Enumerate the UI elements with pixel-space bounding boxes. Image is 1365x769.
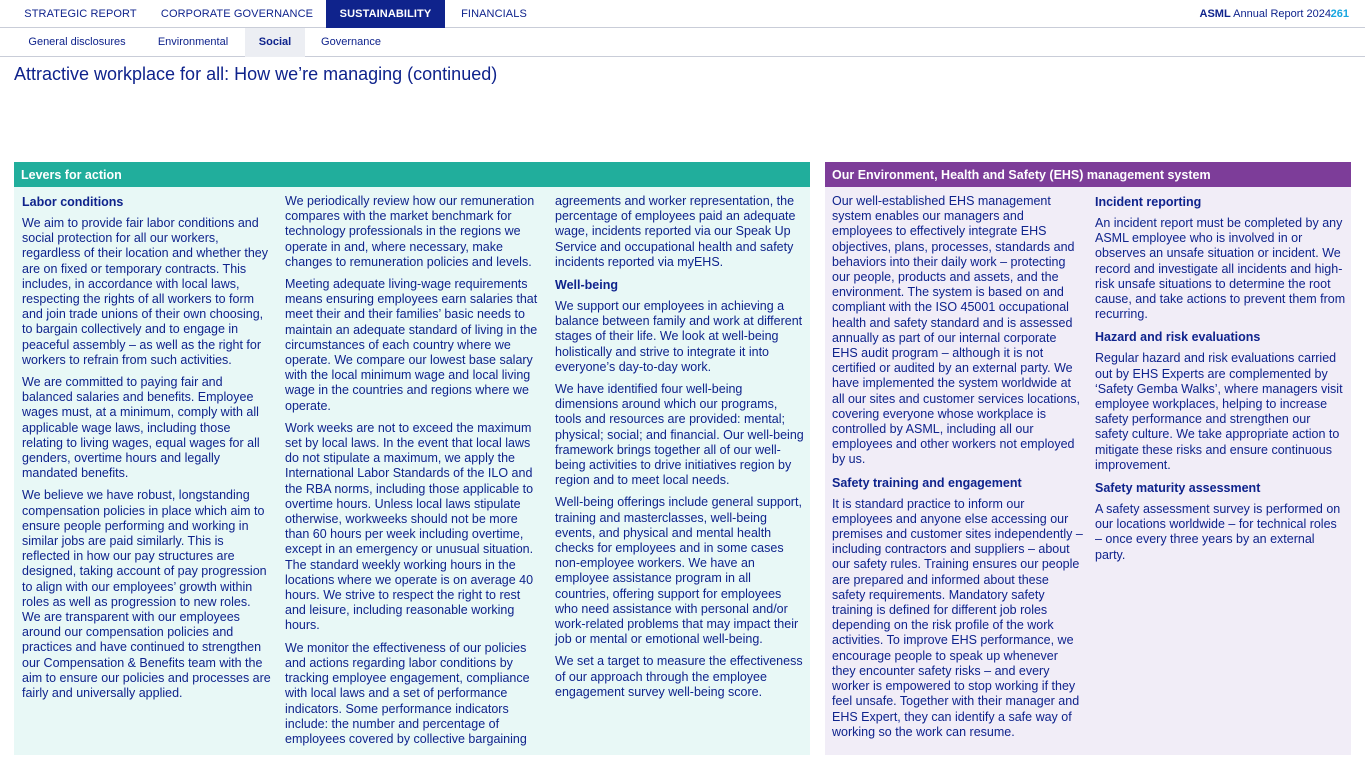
paragraph: Meeting adequate living-wage requirements means ensuring employees earn salaries that meet their and their families’ basic needs to maintain an adequate standard of living in the circumstances of each country where we operate. We compare our lowest base salary with the local minimum wage and local living wage in the countries and regions where we operate. (285, 277, 538, 413)
paragraph: We have identified four well-being dimensions around which our programs, tools and resources are provided: mental; physical; social; and financial. Our well-being framework brings together all of our well-being activities to drive initiatives region by region and to meet local needs. (555, 382, 804, 488)
paragraph: We monitor the effectiveness of our policies and actions regarding labor conditions by tracking employee engagement, compliance with local laws and a set of performance indicators. Some performance indicators include: the number and percentage of employees covered by collective bargaining (285, 640, 530, 746)
safety-maturity-heading: Safety maturity assessment (1095, 481, 1261, 496)
ehs-management-panel (825, 162, 1351, 755)
sub-navigation (0, 28, 1365, 57)
tab-corporate-governance[interactable]: CORPORATE GOVERNANCE (160, 8, 314, 20)
levers-column-3 (555, 194, 807, 707)
page-title: Attractive workplace for all: How we’re managing (continued) (14, 64, 498, 84)
subtab-environmental[interactable]: Environmental (157, 36, 229, 48)
paragraph: We aim to provide fair labor conditions and social protection for all our workers, regardless of their location and whether they are on fixed or temporary contracts. This includes, in accordance with local laws, respecting the rights of all workers to form and join trade unions of their own choosing, to bargain collectively and to engage in peaceful assembly – as well as the right for workers to refrain from such activities. (22, 216, 268, 367)
ehs-column-1 (832, 194, 1084, 747)
paragraph: agreements and worker representation, the percentage of employees paid an adequate wage, incidents reported via our Speak Up Service and occupational health and safety incidents reported via myEHS. (555, 194, 796, 269)
report-title (1200, 0, 1331, 28)
paragraph: Well-being offerings include general support, training and masterclasses, well-being events, and physical and mental health checks for employees and in some cases non-employee workers. We have an employee assistance program in all countries, offering support for employees who need assistance with personal and/or work-related problems that may impact their job or mental or emotional well-being. (555, 495, 802, 647)
tab-strategic-report[interactable]: STRATEGIC REPORT (24, 8, 137, 20)
paragraph: Our well-established EHS management system enables our managers and employees to effectively integrate EHS objectives, plans, processes, standards and behaviors into their daily work – protecting our people, products and assets, and the environment. The system is based on and compliant with the ISO 45001 occupational health and safety standard and is assessed annually as part of our internal corporate EHS audit program – although it is not certified or audited by an external party. We have implemented the system worldwide at all our sites and customer services locations, covering everyone whose workplace is controlled by ASML, including all our employees and other workers not employed by us. (832, 194, 1081, 467)
paragraph: A safety assessment survey is performed on our locations worldwide – for technical roles – once every three years by an external party. (1095, 502, 1341, 562)
page-number: 261 (1330, 8, 1349, 20)
tab-sustainability[interactable]: SUSTAINABILITY (326, 0, 445, 28)
subtab-governance[interactable]: Governance (321, 36, 381, 48)
paragraph: We support our employees in achieving a balance between family and work at different stages of their life. We look at well-being holistically and strive to integrate it into everyone’s day-to-day work. (555, 299, 803, 374)
tab-financials[interactable]: FINANCIALS (461, 8, 527, 20)
paragraph: We believe we have robust, longstanding compensation policies in place which aim to ensure people performing and working in similar jobs are paid similarly. This is reflected in how our pay structures are designed, taking account of pay progression to align with our employees’ growth within roles as well as progression to new roles. We are transparent with our employees around our compensation policies and practices and have continued to strengthen our Compensation & Benefits team with the aim to ensure our policies and processes are fairly and universally applied. (22, 488, 271, 701)
paragraph: Regular hazard and risk evaluations carried out by EHS Experts are complemented by ‘Safety Gemba Walks’, where managers visit employee workplaces, helping to increase safety performance and strengthen our safety culture. We take appropriate action to mitigate these risks and ensure continuous improvement. (1095, 351, 1343, 472)
labor-conditions-heading: Labor conditions (22, 195, 124, 209)
incident-reporting-heading: Incident reporting (1095, 195, 1202, 209)
ehs-panel-header: Our Environment, Health and Safety (EHS) management system (825, 162, 1351, 187)
paragraph: An incident report must be completed by any ASML employee who is involved in or observes an unsafe situation or incident. We record and investigate all incidents and high-risk unsafe situations to determine the root cause, and take actions to prevent them from recurring. (1095, 216, 1346, 322)
paragraph: Work weeks are not to exceed the maximum set by local laws. In the event that local laws do not stipulate a maximum, we apply the International Labor Standards of the ILO and the RBA norms, including those applicable to overtime hours. Unless local laws stipulate otherwise, workweeks should not be more than 60 hours per week including overtime, except in an emergency or unusual situation. The standard weekly working hours in the locations where we operate is on average 40 hours. We strive to respect the right to rest and leisure, including reasonable working hours. (285, 420, 534, 633)
levers-column-1 (22, 194, 272, 708)
subtab-general-disclosures[interactable]: General disclosures (28, 36, 126, 48)
report-brand: ASML (1199, 8, 1231, 20)
report-name: Annual Report 2024 (1233, 8, 1331, 20)
hazard-risk-heading: Hazard and risk evaluations (1095, 330, 1261, 345)
levers-for-action-panel (14, 162, 810, 755)
ehs-column-2 (1095, 194, 1347, 570)
paragraph: We periodically review how our remuneration compares with the market benchmark for technology professionals in the regions we operate in and, where necessary, make changes to remuneration policies and levels. (285, 194, 535, 269)
well-being-heading: Well-being (555, 278, 618, 293)
top-navigation (0, 0, 1365, 28)
paragraph: We are committed to paying fair and balanced salaries and benefits. Employee wages must, at a minimum, comply with all applicable wage laws, including those relating to living wages, equal wages for all genders, overtime hours and legally mandated benefits. (22, 375, 260, 481)
paragraph: It is standard practice to inform our employees and anyone else accessing our premises and customer sites independently – including contractors and suppliers – about our safety rules. Training ensures our people are prepared and informed about these safety requirements. Mandatory safety training is defined for different job roles depending on the risk profile of the work activities. To improve EHS performance, we encourage people to speak up whenever they encounter safety risks – and every worker is empowered to stop working if they feel unsafe. Together with their manager and EHS Expert, they can identify a safe way of working so the work can resume. (832, 496, 1083, 739)
paragraph: We set a target to measure the effectiveness of our approach through the employee engagement survey well-being score. (555, 654, 803, 699)
levers-panel-header: Levers for action (14, 162, 810, 187)
levers-column-2 (285, 194, 543, 754)
safety-training-heading: Safety training and engagement (832, 475, 1022, 490)
subtab-social[interactable]: Social (245, 28, 305, 57)
